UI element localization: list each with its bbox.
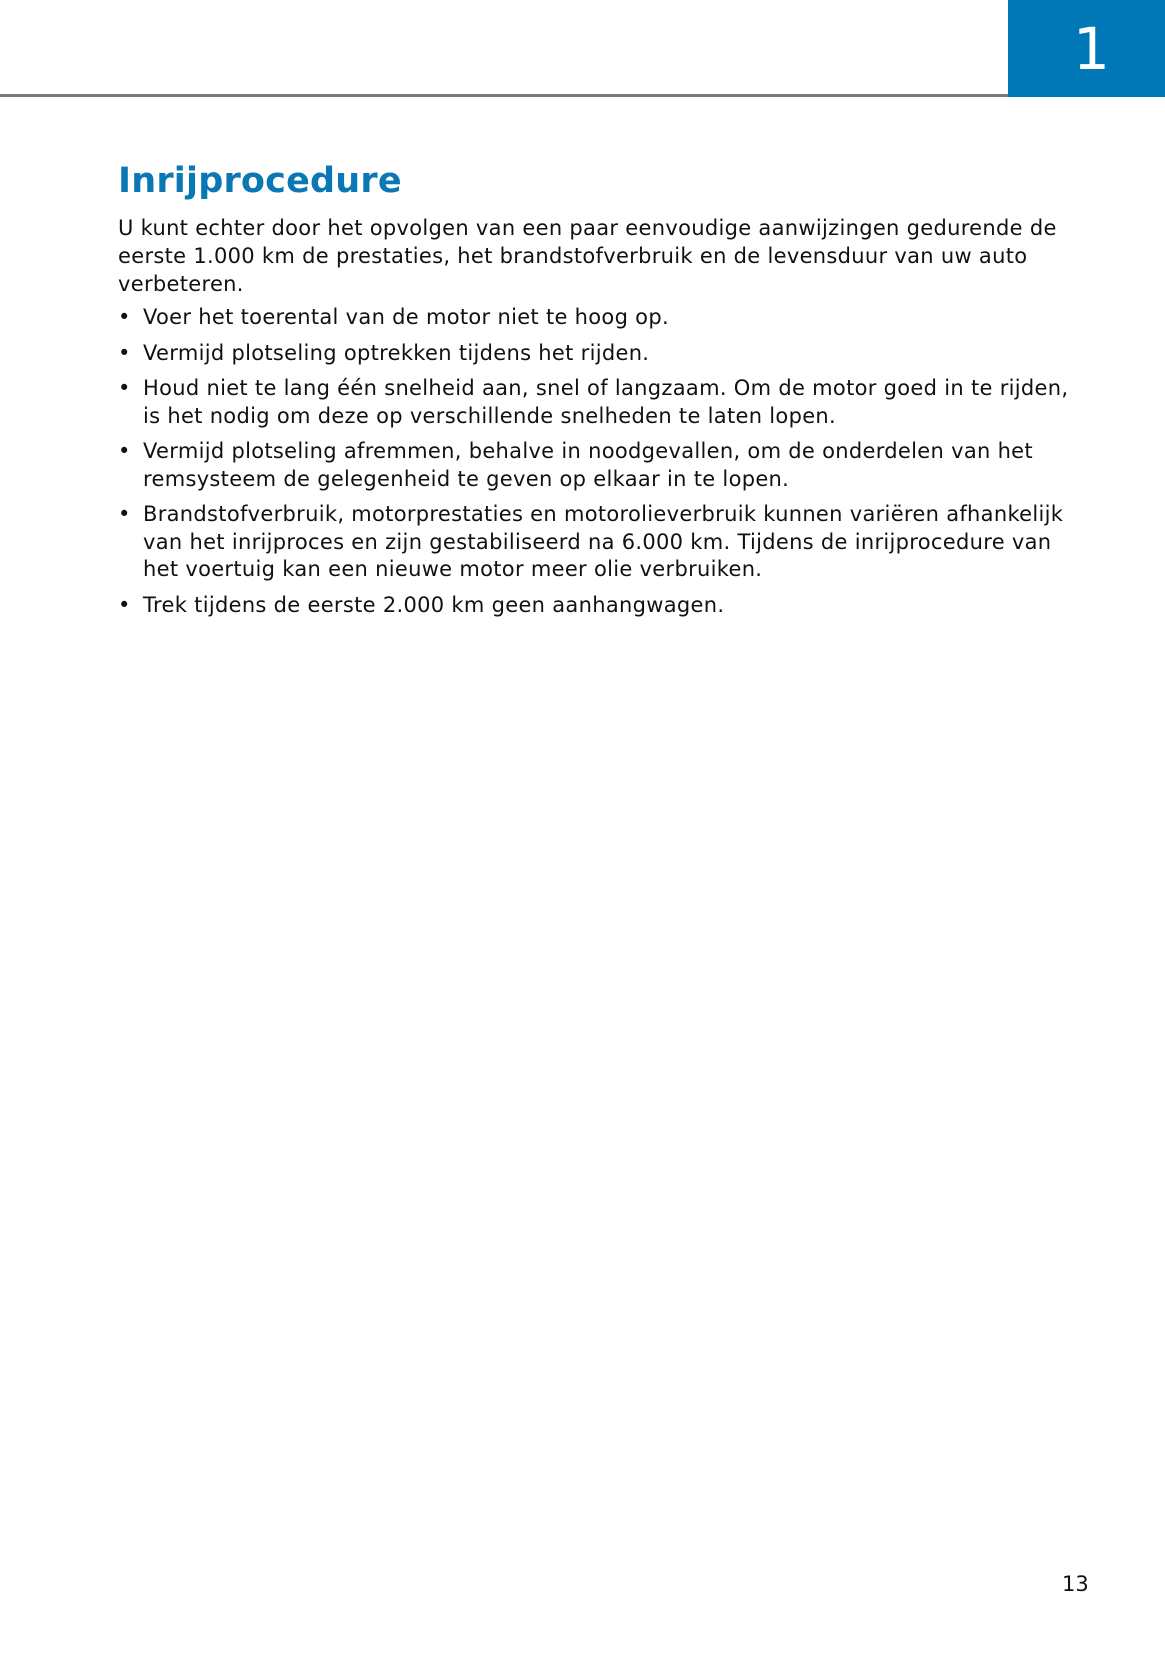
list-item-text: Brandstofverbruik, motorprestaties en motorolieverbruik kunnen variëren afhankelijk van het inrijproces en zijn gestabiliseerd na 6.000 km. Tijdens de inrijprocedure van het voertuig kan een nieuwe motor meer olie verbruiken. bbox=[143, 502, 1064, 581]
section-content bbox=[118, 156, 1078, 627]
list-item bbox=[118, 501, 1078, 584]
list-item bbox=[118, 375, 1078, 430]
bullet-list bbox=[118, 304, 1078, 619]
list-item-text: Trek tijdens de eerste 2.000 km geen aanhangwagen. bbox=[143, 592, 725, 617]
page-number: 13 bbox=[1062, 1572, 1089, 1596]
list-item-text: Vermijd plotseling afremmen, behalve in noodgevallen, om de onderdelen van het remsysteem de gelegenheid te geven op elkaar in te lopen. bbox=[143, 439, 1033, 491]
list-item bbox=[118, 592, 1078, 620]
header-rule bbox=[0, 94, 1010, 97]
list-item-text: Houd niet te lang één snelheid aan, snel of langzaam. Om de motor goed in te rijden, is het nodig om deze op verschillende snelheden te laten lopen. bbox=[143, 376, 1069, 428]
bullet-icon: • bbox=[118, 439, 131, 463]
list-item bbox=[118, 304, 1078, 332]
list-item-text: Voer het toerental van de motor niet te hoog op. bbox=[143, 305, 669, 329]
section-title: Inrijprocedure bbox=[118, 161, 402, 201]
bullet-icon: • bbox=[118, 502, 131, 526]
chapter-tab bbox=[1008, 0, 1165, 97]
list-item-text: Vermijd plotseling optrekken tijdens het rijden. bbox=[143, 340, 650, 365]
bullet-icon: • bbox=[118, 592, 131, 617]
bullet-icon: • bbox=[118, 340, 131, 365]
list-item bbox=[118, 340, 1078, 368]
list-item bbox=[118, 438, 1078, 493]
chapter-number: 1 bbox=[1073, 14, 1110, 83]
intro-paragraph: U kunt echter door het opvolgen van een paar eenvoudige aanwijzingen gedurende de eerste 1.000 km de prestaties, het brandstofverbruik en de levensduur van uw auto verbeteren. bbox=[118, 216, 1057, 296]
bullet-icon: • bbox=[118, 376, 131, 400]
bullet-icon: • bbox=[118, 305, 131, 329]
